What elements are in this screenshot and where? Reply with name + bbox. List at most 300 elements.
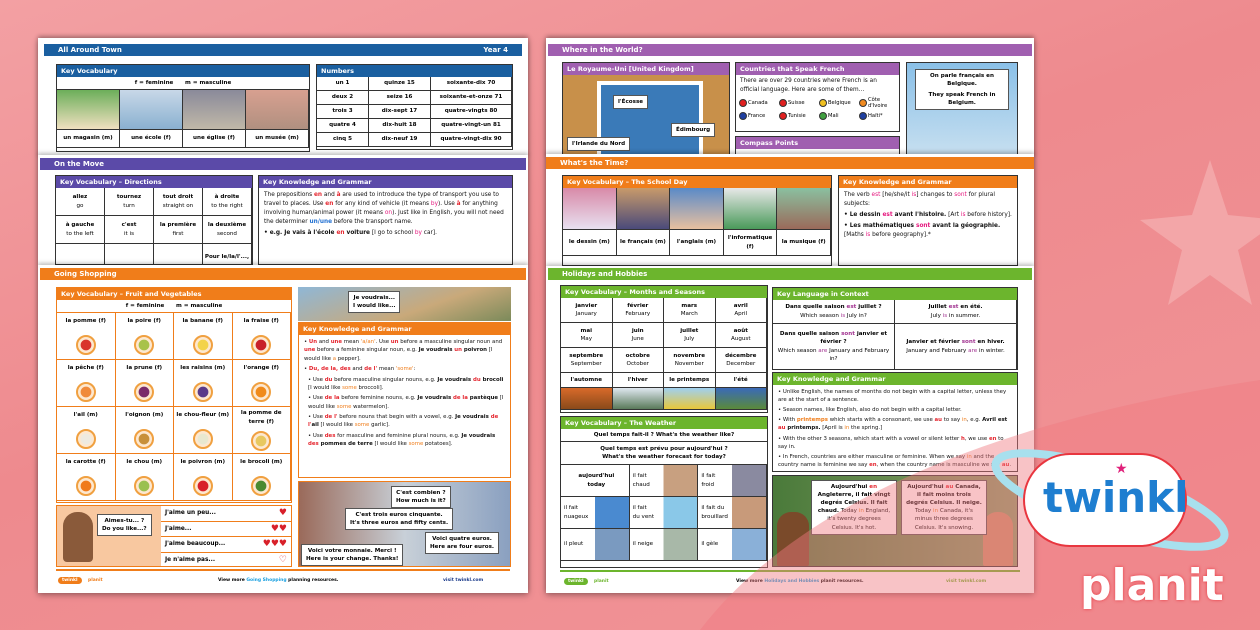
number-cell xyxy=(431,105,512,119)
term: février xyxy=(627,302,649,309)
english-image xyxy=(670,188,724,230)
weather-term-2: chaud xyxy=(632,481,650,488)
country-name: Tunisie xyxy=(788,112,806,119)
text-segment: before masculine singular nouns, e.g. xyxy=(332,376,438,383)
weather-item xyxy=(630,529,699,561)
key-vocabulary-box xyxy=(56,64,310,152)
text-segment: Je voudrais xyxy=(437,376,473,383)
text-segment: avant la géographie. xyxy=(930,222,1001,229)
forecast-question-en: What's the weather forecast for today? xyxy=(602,454,726,460)
country-item xyxy=(779,112,816,120)
term: décembre xyxy=(725,352,757,359)
text-segment: au xyxy=(934,417,942,424)
fruit-item xyxy=(174,313,233,360)
language-line xyxy=(931,312,980,320)
fruit-label: la pomme (f) xyxy=(65,318,106,325)
planit-footer-label: planit xyxy=(594,579,609,584)
country-name: Belgique xyxy=(828,99,851,106)
likes-label: J'aime beaucoup... xyxy=(165,541,226,548)
translation: go xyxy=(76,202,84,209)
text-segment: to say in. xyxy=(778,435,1004,450)
grammar-bullet xyxy=(844,211,1012,220)
fruit-label: les raisins (m) xyxy=(180,365,226,372)
section-header xyxy=(44,44,522,56)
belgium-comic xyxy=(906,62,1018,158)
bubble-fr: Aimes-tu... ? xyxy=(104,518,145,524)
text-segment: • Unlike English, the names of months do not begin with a capital letter, unless they are at the start of a sentence. xyxy=(778,389,1007,404)
text-segment: , when the country name is masculine we say xyxy=(876,461,1002,468)
term: allez xyxy=(72,194,88,201)
text-segment: [Art xyxy=(946,211,961,218)
text-segment: • xyxy=(304,339,309,345)
text-segment: • Use xyxy=(308,395,325,402)
term: le français (m) xyxy=(619,239,666,246)
flag-icon xyxy=(859,112,867,120)
flag-icon xyxy=(819,112,827,120)
text-segment: before the transport name. xyxy=(332,218,413,225)
translation: February xyxy=(625,311,651,317)
vocab-label xyxy=(120,130,183,148)
weather-item xyxy=(630,497,699,529)
term: juillet xyxy=(680,327,699,334)
translation: to the left xyxy=(66,230,94,237)
section-header: Going Shopping xyxy=(40,268,526,280)
direction-cell xyxy=(56,244,105,265)
text-segment: England, it's twenty degrees Celsius. It's hot. xyxy=(827,508,891,531)
number-cell xyxy=(317,119,369,133)
text-segment: before history]. xyxy=(965,211,1012,218)
text-segment: Which season xyxy=(777,347,819,354)
school-subject-label xyxy=(670,230,724,256)
text-segment: and the country name is feminine we say xyxy=(778,453,995,468)
term: l'été xyxy=(733,376,748,383)
bubble-fr: On parle français en Belgique. xyxy=(930,73,994,88)
term: une école (f) xyxy=(131,135,171,142)
term: avril xyxy=(733,302,748,309)
text-segment: en xyxy=(988,435,997,442)
text-segment: . Use xyxy=(375,339,391,345)
boy-image xyxy=(983,512,1013,566)
box-title: Key Vocabulary – Fruit and Vegetables xyxy=(57,288,291,300)
section-header: What's the Time? xyxy=(546,157,1034,169)
text-segment: • In French, countries are either masculine or feminine. When we say xyxy=(778,453,967,460)
text-segment: Aujourd'hui xyxy=(830,484,870,490)
text-segment: The verb xyxy=(844,192,872,198)
weather-term-1: il pleut xyxy=(564,541,584,548)
country-name: France xyxy=(748,112,766,119)
text-segment: by xyxy=(430,200,439,207)
term: cinq 5 xyxy=(332,136,353,143)
direction-cell xyxy=(154,188,203,216)
grammar-bullet xyxy=(304,394,505,411)
planit-footer-label: planit xyxy=(88,578,103,583)
text-segment: Un xyxy=(308,339,318,345)
text-segment: à xyxy=(456,200,461,207)
fruit-label: le brocoli (m) xyxy=(240,459,283,466)
text-segment: the spring.] xyxy=(849,425,883,432)
text-segment: en xyxy=(325,200,334,207)
comic-bubble-canada xyxy=(901,480,987,535)
term: un 1 xyxy=(335,80,350,87)
term: à droite xyxy=(214,194,240,201)
star-decoration-icon xyxy=(1130,150,1260,320)
comic-bubble xyxy=(301,544,403,566)
grammar-bullet xyxy=(304,413,505,430)
text-segment: , we use xyxy=(964,435,989,442)
text-segment: une xyxy=(330,339,343,345)
forecast-question-fr: Quel temps est prévu pour aujourd'hui ? xyxy=(600,445,728,452)
box-title: Key Vocabulary – Directions xyxy=(56,176,252,188)
language-item xyxy=(895,300,1017,324)
term: mai xyxy=(580,327,593,334)
school-subject-label xyxy=(617,230,671,256)
term: l'automne xyxy=(570,376,602,383)
text-segment: Canada, il fait moins trois degrés Celsius. Il neige. xyxy=(906,484,982,507)
text-segment: une xyxy=(304,347,316,354)
term: à gauche xyxy=(65,222,95,229)
fruit-label: la banane (f) xyxy=(182,318,223,325)
text-segment: . xyxy=(1009,461,1012,468)
fruit-icon xyxy=(251,431,271,451)
text-segment: car]. xyxy=(421,229,438,236)
fruit-label: l'oignon (m) xyxy=(125,412,164,419)
section-header: Where in the World? xyxy=(548,44,1032,56)
weather-term-1: il fait xyxy=(632,473,647,480)
text-segment: some xyxy=(336,403,352,410)
number-cell xyxy=(431,77,512,91)
text-segment: des xyxy=(324,432,336,439)
term: dix-huit 18 xyxy=(382,122,417,129)
text-segment: ail xyxy=(311,422,319,429)
fruit-icon xyxy=(76,476,96,496)
grammar-example xyxy=(264,229,507,238)
fruit-item xyxy=(233,454,292,501)
comic-bubble-england xyxy=(811,480,897,535)
text-segment: en hiver. xyxy=(975,339,1005,346)
text-segment: de l' xyxy=(364,366,378,373)
months-box xyxy=(560,285,768,413)
text-segment: in xyxy=(966,453,972,460)
fruit-icon xyxy=(193,335,213,355)
weather-term-1: il fait xyxy=(632,505,647,512)
likes-bubble xyxy=(97,514,152,536)
likes-label: J'aime un peu... xyxy=(165,510,216,517)
fruit-icon xyxy=(134,335,154,355)
music-image xyxy=(777,188,831,230)
text-segment: : xyxy=(413,366,416,373)
footer-link[interactable]: Holidays and Hobbies xyxy=(764,579,820,584)
text-segment: on xyxy=(384,209,393,216)
text-segment: est xyxy=(882,211,893,218)
text-segment: en xyxy=(869,484,878,490)
map-label: Édimbourg xyxy=(671,123,715,137)
text-segment: à xyxy=(336,192,341,198)
flag-icon xyxy=(779,112,787,120)
term: la musique (f) xyxy=(781,239,826,246)
box-title: Numbers xyxy=(317,65,512,77)
term: septembre xyxy=(569,352,604,359)
fruit-label: l'ail (m) xyxy=(73,412,98,419)
text-segment: en xyxy=(336,229,345,236)
text-segment: de la xyxy=(324,395,340,402)
fruit-item xyxy=(233,407,292,454)
text-segment: [he/she/it xyxy=(880,192,912,198)
grammar-text xyxy=(264,191,507,227)
term: janvier xyxy=(575,302,598,309)
text-segment: • e.g. Je vais à l'école xyxy=(264,229,337,236)
text-segment: en xyxy=(313,192,323,198)
likes-label: Je n'aime pas... xyxy=(165,556,216,563)
number-cell xyxy=(369,105,431,119)
number-cell xyxy=(431,133,512,147)
text-segment: before nouns that begin with a vowel, e.g. xyxy=(337,414,456,420)
term: une église (f) xyxy=(193,135,235,142)
term: le dessin (m) xyxy=(568,239,610,246)
book-image xyxy=(617,188,671,230)
translation: first xyxy=(172,230,184,237)
text-segment: 'a/an' xyxy=(360,339,376,345)
direction-cell xyxy=(56,188,105,216)
grammar-bullet xyxy=(304,376,505,393)
comic-bubble xyxy=(391,486,451,508)
hobbies-grammar-box xyxy=(772,372,1018,472)
weather-term-2: today xyxy=(587,481,606,488)
drawing-image xyxy=(563,188,617,230)
fruit-item xyxy=(116,313,175,360)
language-line xyxy=(773,330,894,347)
church-image xyxy=(183,90,246,130)
text-segment: Dans quelle saison xyxy=(785,304,847,311)
term: c'est xyxy=(121,222,137,229)
text-segment: and xyxy=(322,192,337,198)
text-segment: • Use xyxy=(308,414,325,420)
text-segment: Je voudrais xyxy=(455,414,491,420)
fruit-item xyxy=(174,407,233,454)
box-title: Key Language in Context xyxy=(773,288,1017,300)
season-label xyxy=(664,373,716,388)
school-subject-label xyxy=(724,230,778,256)
box-title: Le Royaume-Uni [United Kingdom] xyxy=(563,63,729,75)
bubble-en: Here is your change. Thanks! xyxy=(306,556,399,563)
footer-site-link[interactable]: visit twinkl.com xyxy=(443,578,484,583)
season-label xyxy=(716,373,768,388)
month-cell xyxy=(716,348,768,373)
translation: March xyxy=(680,311,698,317)
text-segment: pastèque xyxy=(467,395,499,402)
translation: September xyxy=(570,361,602,367)
term: soixante-et-onze 71 xyxy=(439,94,503,101)
text-segment: January and February in? xyxy=(827,347,890,362)
text-segment: Canada, it's minus three degrees Celsius. It's snowing. xyxy=(914,508,974,531)
text-segment: January and February xyxy=(906,347,969,354)
country-name: Haïti* xyxy=(868,112,883,119)
country-item xyxy=(739,97,776,109)
text-segment: watermelon]. xyxy=(351,403,389,410)
box-title: Key Vocabulary – The School Day xyxy=(563,176,831,188)
text-segment: un xyxy=(454,347,462,354)
text-segment: sont xyxy=(841,330,855,337)
summer-image xyxy=(716,388,768,410)
fruit-label: la pêche (f) xyxy=(67,365,104,372)
text-segment: • With xyxy=(778,417,797,424)
fruit-item xyxy=(57,454,116,501)
weather-term-1: il neige xyxy=(632,541,654,548)
country-item xyxy=(859,97,896,109)
term: novembre xyxy=(673,352,706,359)
heart-icon: ♥ xyxy=(278,508,287,519)
country-item xyxy=(819,97,856,109)
number-cell xyxy=(317,133,369,147)
season-label xyxy=(613,373,665,388)
term: quatre-vingts 80 xyxy=(444,108,498,115)
translation: it is xyxy=(124,230,134,237)
footer-divider xyxy=(56,569,510,571)
fruit-label: le chou (m) xyxy=(126,459,163,466)
text-segment: some xyxy=(354,422,370,429)
weather-item xyxy=(561,529,630,561)
left-sheet xyxy=(38,38,528,593)
weather-item xyxy=(561,465,630,497)
text-segment: [I would like xyxy=(318,422,355,429)
text-segment: de la xyxy=(453,395,468,402)
footer-text: planit resources. xyxy=(819,579,864,584)
term: l'informatique (f) xyxy=(727,235,773,250)
map-label: l'Écosse xyxy=(613,95,648,109)
box-title: Compass Points xyxy=(736,137,899,149)
heart-icon: ♡ xyxy=(278,554,287,565)
term: juin xyxy=(631,327,644,334)
text-segment: en xyxy=(869,461,877,468)
weather-item xyxy=(561,497,630,529)
translation: second xyxy=(217,230,237,237)
translation: May xyxy=(580,336,593,342)
text-segment: before geography].* xyxy=(870,231,931,238)
text-segment: broccoli]. xyxy=(356,384,384,391)
term: tournez xyxy=(116,194,142,201)
directions-box xyxy=(55,175,253,265)
country-name: Canada xyxy=(748,99,768,106)
text-segment: Avril est xyxy=(982,417,1008,424)
weather-term-1: il fait du xyxy=(701,505,725,512)
text-segment: juillet ? xyxy=(856,304,882,311)
key-language-box xyxy=(772,287,1018,370)
text-segment: • Le dessin xyxy=(844,211,883,218)
text-segment: Today xyxy=(839,508,859,515)
footer-site-link[interactable]: visit twinkl.com xyxy=(946,579,987,584)
translation: January xyxy=(575,311,597,317)
month-cell xyxy=(613,348,665,373)
fruit-icon xyxy=(251,382,271,402)
school-image xyxy=(120,90,183,130)
fruit-icon xyxy=(76,429,96,449)
text-segment: The prepositions xyxy=(264,192,314,198)
weather-term-1: il fait xyxy=(701,473,716,480)
text-segment: janvier et février ? xyxy=(820,330,888,346)
term: quatre 4 xyxy=(329,122,356,129)
text-segment: • With the other 3 seasons, which start with a vowel or silent letter xyxy=(778,435,961,442)
weather-term-2: nuageux xyxy=(564,513,589,520)
footer-text: View more xyxy=(218,578,247,583)
whats-the-time-panel xyxy=(546,154,1034,266)
number-cell xyxy=(369,77,431,91)
grammar-bullet xyxy=(778,453,1012,469)
text-segment: and xyxy=(317,339,331,345)
bubble-fr: C'est combien ? xyxy=(396,490,446,496)
bubble-fr: Voici votre monnaie. Merci ! xyxy=(307,548,397,554)
grammar-bullet xyxy=(778,388,1012,404)
text-segment: are xyxy=(818,347,828,354)
text-segment: printemps. xyxy=(785,425,821,432)
move-grammar-box xyxy=(258,175,513,265)
text-segment: • xyxy=(304,366,309,373)
month-cell xyxy=(716,298,768,323)
text-segment: sont xyxy=(961,339,976,346)
school-subject-label xyxy=(563,230,617,256)
term: dix-neuf 19 xyxy=(381,136,418,143)
likes-row xyxy=(161,506,291,522)
bubble-en: They speak French in Belgium. xyxy=(928,92,996,107)
month-cell xyxy=(561,348,613,373)
likes-row xyxy=(161,537,291,553)
text-segment: [I go to school xyxy=(370,229,415,236)
text-segment: Je voudrais xyxy=(461,432,496,439)
text-segment: mean xyxy=(377,366,396,373)
text-segment: [I would like xyxy=(372,441,409,448)
fruit-icon xyxy=(193,476,213,496)
term: dix-sept 17 xyxy=(381,108,418,115)
grammar-bullet xyxy=(844,191,1012,209)
weather-item xyxy=(630,465,699,497)
shop-comic-image xyxy=(298,287,511,321)
fruit-icon xyxy=(134,382,154,402)
countries-box xyxy=(735,62,900,132)
bubble-fr: Voici quatre euros. xyxy=(432,536,492,542)
text-segment: and xyxy=(350,366,365,373)
fruit-label: la pomme de terre (f) xyxy=(240,410,282,425)
time-grammar-box xyxy=(838,175,1018,266)
comic-bubble xyxy=(348,291,400,313)
text-segment: est xyxy=(948,304,959,311)
vocab-label xyxy=(183,130,246,148)
text-segment: is xyxy=(840,312,846,319)
all-around-town-panel xyxy=(38,38,528,158)
box-title: Key Vocabulary – The Weather xyxy=(561,417,767,429)
footer-link[interactable]: Going Shopping xyxy=(246,578,287,583)
fruit-icon xyxy=(193,429,213,449)
fruit-item xyxy=(116,360,175,407)
autumn-image xyxy=(561,388,613,410)
girl-image xyxy=(777,512,809,566)
language-line xyxy=(773,347,894,364)
flag-icon xyxy=(859,99,867,107)
text-segment: au xyxy=(1001,461,1010,468)
box-title: Key Knowledge and Grammar xyxy=(773,373,1017,385)
grammar-bullet xyxy=(778,416,1012,432)
weather-box xyxy=(560,416,768,568)
fruit-item xyxy=(233,313,292,360)
fruit-item xyxy=(174,360,233,407)
bubble-en: Here are four euros. xyxy=(430,544,495,551)
fruit-item xyxy=(116,454,175,501)
month-cell xyxy=(561,323,613,348)
fruit-item xyxy=(57,407,116,454)
text-segment: for anything involving human/animal power (it means xyxy=(264,200,498,216)
text-segment: pommes de terre xyxy=(318,441,373,448)
fruit-label: la carotte (f) xyxy=(65,459,106,466)
heart-icon: ♥♥♥ xyxy=(262,539,287,550)
text-segment: avant l'histoire. xyxy=(892,211,947,218)
text-segment: in summer. xyxy=(947,312,981,319)
